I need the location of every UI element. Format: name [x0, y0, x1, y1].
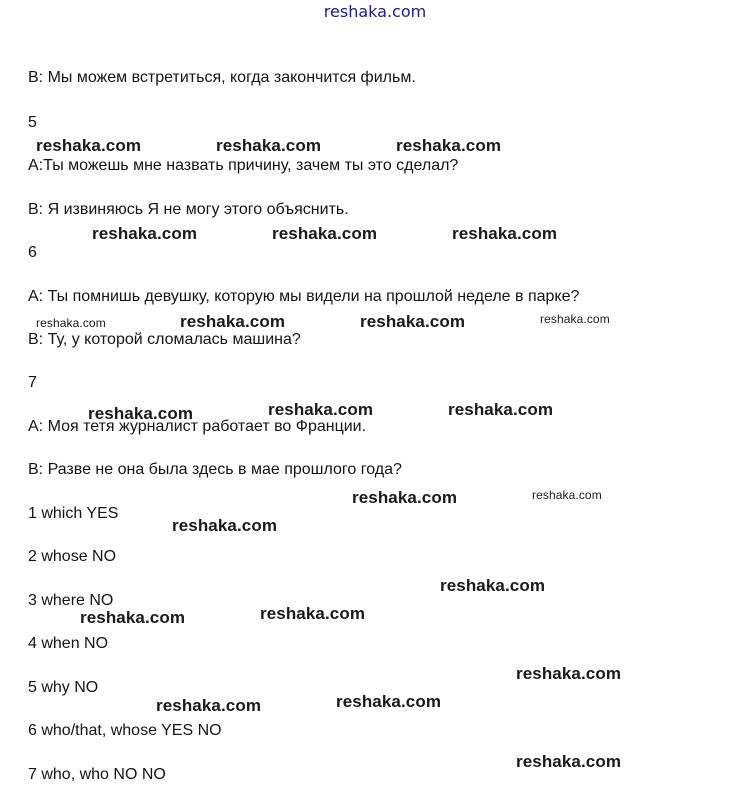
watermark: reshaka.com	[260, 604, 366, 623]
watermark: reshaka.com	[440, 576, 546, 595]
answer-line: 7 who, who NO NO	[28, 766, 166, 783]
watermark: reshaka.com	[172, 516, 278, 535]
answer-line: 2 whose NO	[28, 548, 117, 565]
watermark: reshaka.com	[36, 136, 142, 155]
dialogue-line: B: Разве не она была здесь в мае прошлого года?	[28, 461, 402, 478]
dialogue-line: A: Моя тетя журналист работает во Франции.	[28, 418, 367, 435]
watermark: reshaka.com	[540, 312, 610, 326]
dialogue-line: B: Я извиняюсь Я не могу этого объяснить.	[28, 201, 349, 218]
answer-line: 1 which YES	[28, 505, 119, 522]
answer-line: 5 why NO	[28, 679, 99, 696]
watermark: reshaka.com	[272, 224, 378, 243]
watermark: reshaka.com	[360, 312, 466, 331]
watermark: reshaka.com	[452, 224, 558, 243]
watermark: reshaka.com	[448, 400, 554, 419]
watermark: reshaka.com	[516, 752, 622, 771]
watermark: reshaka.com	[36, 316, 106, 330]
watermark: reshaka.com	[216, 136, 322, 155]
answer-line: 4 when NO	[28, 635, 109, 652]
watermark: reshaka.com	[532, 488, 602, 502]
watermark: reshaka.com	[516, 664, 622, 683]
site-header[interactable]: reshaka.com	[323, 2, 427, 21]
watermark: reshaka.com	[268, 400, 374, 419]
watermark: reshaka.com	[156, 696, 262, 715]
watermark: reshaka.com	[336, 692, 442, 711]
dialogue-line: B: Ту, у которой сломалась машина?	[28, 331, 301, 348]
dialogue-line: A: Ты помнишь девушку, которую мы видели на прошлой неделе в парке?	[28, 288, 580, 305]
answer-line: 6 who/that, whose YES NO	[28, 722, 222, 739]
watermark: reshaka.com	[352, 488, 458, 507]
watermark: reshaka.com	[180, 312, 286, 331]
watermark: reshaka.com	[80, 608, 186, 627]
section-number: 6	[28, 244, 37, 261]
answer-line: 3 where NO	[28, 592, 114, 609]
dialogue-line: A:Ты можешь мне назвать причину, зачем ты это сделал?	[28, 157, 459, 174]
watermark: reshaka.com	[396, 136, 502, 155]
section-number: 5	[28, 114, 37, 131]
dialogue-line: B: Мы можем встретиться, когда закончится фильм.	[28, 69, 416, 86]
watermark: reshaka.com	[88, 404, 194, 423]
section-number: 7	[28, 374, 37, 391]
watermark: reshaka.com	[92, 224, 198, 243]
